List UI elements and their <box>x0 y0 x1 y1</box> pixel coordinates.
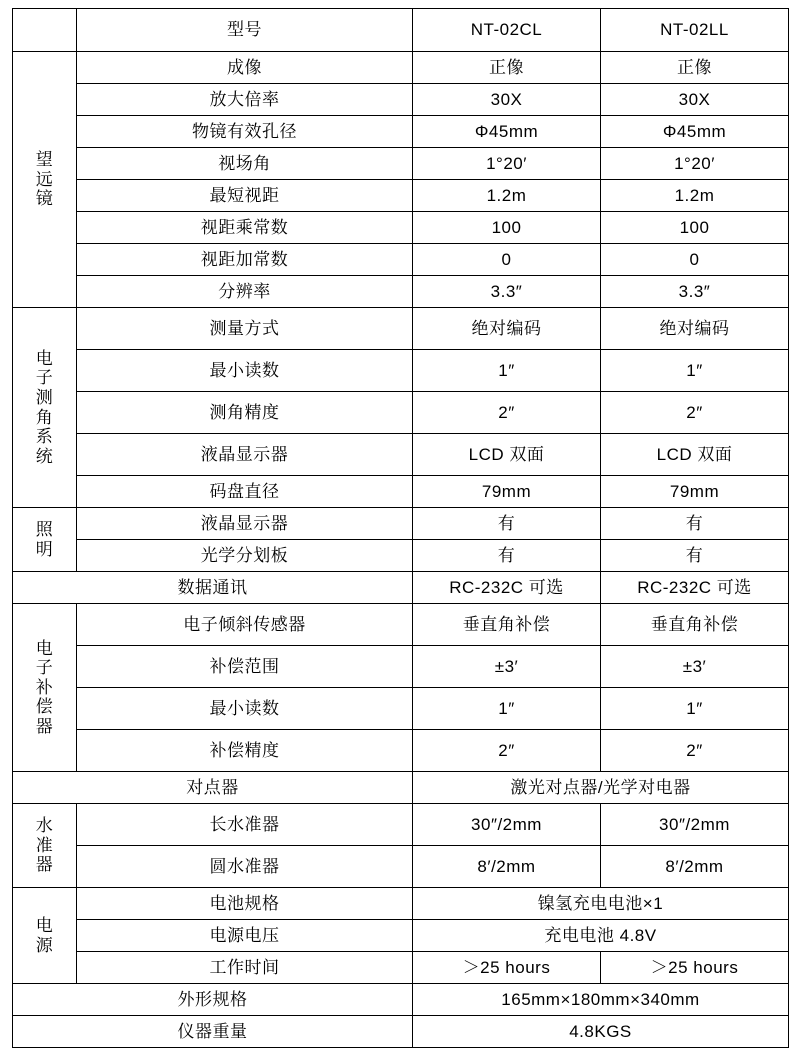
table-row <box>13 984 789 1016</box>
row-item: 最短视距 <box>77 180 413 212</box>
category-char: 准 <box>35 835 54 855</box>
row-item: 码盘直径 <box>77 476 413 508</box>
table-row <box>13 180 789 212</box>
row-item: 物镜有效孔径 <box>77 116 413 148</box>
row-value-b: 1.2m <box>601 180 789 212</box>
row-value-plummet: 激光对点器/光学对电器 <box>413 772 789 804</box>
row-value-a: 100 <box>413 212 601 244</box>
row-value-a: 79mm <box>413 476 601 508</box>
row-value-a: 垂直角补偿 <box>413 604 601 646</box>
table-row <box>13 730 789 772</box>
row-value-b: 100 <box>601 212 789 244</box>
row-item: 电子倾斜传感器 <box>77 604 413 646</box>
row-value-a: 8′/2mm <box>413 846 601 888</box>
header-model-a: NT-02CL <box>413 9 601 52</box>
row-value-dimensions: 165mm×180mm×340mm <box>413 984 789 1016</box>
table-row <box>13 572 789 604</box>
row-value-b: 30X <box>601 84 789 116</box>
table-row <box>13 308 789 350</box>
row-value-b: LCD 双面 <box>601 434 789 476</box>
row-item: 最小读数 <box>77 688 413 730</box>
table-row <box>13 508 789 540</box>
row-item: 补偿范围 <box>77 646 413 688</box>
row-item: 视距加常数 <box>77 244 413 276</box>
table-row <box>13 846 789 888</box>
row-value-b: 绝对编码 <box>601 308 789 350</box>
table-row <box>13 148 789 180</box>
row-value-b: 2″ <box>601 730 789 772</box>
row-item-dimensions: 外形规格 <box>13 984 413 1016</box>
category-char: 测 <box>35 387 54 407</box>
row-item-plummet: 对点器 <box>13 772 413 804</box>
row-item: 液晶显示器 <box>77 508 413 540</box>
row-item: 视场角 <box>77 148 413 180</box>
row-value-b: ＞25 hours <box>601 952 789 984</box>
row-value-a: 1″ <box>413 350 601 392</box>
row-value-a: 3.3″ <box>413 276 601 308</box>
category-char: 电 <box>35 348 54 368</box>
row-item: 分辨率 <box>77 276 413 308</box>
category-electronic-angle-system <box>13 308 77 508</box>
category-char: 镜 <box>35 189 54 209</box>
table-row <box>13 952 789 984</box>
row-value-b: ±3′ <box>601 646 789 688</box>
table-row <box>13 244 789 276</box>
row-value-span: 镍氢充电电池×1 <box>413 888 789 920</box>
row-value-b: 1″ <box>601 688 789 730</box>
category-char: 明 <box>35 539 54 559</box>
row-value-b: RC-232C 可选 <box>601 572 789 604</box>
row-value-a: 有 <box>413 508 601 540</box>
row-item: 液晶显示器 <box>77 434 413 476</box>
category-telescope <box>13 52 77 308</box>
table-row <box>13 888 789 920</box>
header-item-cell: 型号 <box>77 9 413 52</box>
row-value-a: 0 <box>413 244 601 276</box>
row-value-b: 2″ <box>601 392 789 434</box>
row-value-b: 3.3″ <box>601 276 789 308</box>
category-char: 远 <box>35 169 54 189</box>
row-item: 视距乘常数 <box>77 212 413 244</box>
row-value-b: 0 <box>601 244 789 276</box>
row-item: 电池规格 <box>77 888 413 920</box>
table-row <box>13 646 789 688</box>
table-row <box>13 116 789 148</box>
row-value-b: 有 <box>601 508 789 540</box>
table-row <box>13 84 789 116</box>
row-item: 圆水准器 <box>77 846 413 888</box>
header-category-cell <box>13 9 77 52</box>
row-value-a: 有 <box>413 540 601 572</box>
row-item: 放大倍率 <box>77 84 413 116</box>
category-char: 偿 <box>35 697 54 717</box>
category-level-vial <box>13 804 77 888</box>
category-char: 子 <box>35 658 54 678</box>
table-row <box>13 212 789 244</box>
category-electronic-compensator <box>13 604 77 772</box>
table-row <box>13 476 789 508</box>
category-char: 器 <box>35 716 54 736</box>
row-value-b: 30″/2mm <box>601 804 789 846</box>
category-illumination <box>13 508 77 572</box>
table-row <box>13 52 789 84</box>
row-item: 补偿精度 <box>77 730 413 772</box>
table-row <box>13 434 789 476</box>
table-header-row <box>13 9 789 52</box>
table-row <box>13 688 789 730</box>
row-value-b: 8′/2mm <box>601 846 789 888</box>
table-row <box>13 772 789 804</box>
table-row <box>13 276 789 308</box>
row-value-b: Φ45mm <box>601 116 789 148</box>
category-char: 水 <box>35 816 54 836</box>
row-item: 测量方式 <box>77 308 413 350</box>
row-value-b: 有 <box>601 540 789 572</box>
table-row <box>13 1016 789 1048</box>
row-value-a: 2″ <box>413 730 601 772</box>
row-value-a: 1°20′ <box>413 148 601 180</box>
header-model-b: NT-02LL <box>601 9 789 52</box>
row-value-a: 绝对编码 <box>413 308 601 350</box>
row-item: 光学分划板 <box>77 540 413 572</box>
row-value-a: 正像 <box>413 52 601 84</box>
row-item-data-comm: 数据通讯 <box>13 572 413 604</box>
row-value-a: Φ45mm <box>413 116 601 148</box>
row-value-a: 1.2m <box>413 180 601 212</box>
category-char: 望 <box>35 150 54 170</box>
row-value-a: ±3′ <box>413 646 601 688</box>
category-char: 照 <box>35 519 54 539</box>
table-row <box>13 804 789 846</box>
table-row <box>13 392 789 434</box>
row-item: 最小读数 <box>77 350 413 392</box>
row-value-a: 30X <box>413 84 601 116</box>
row-value-a: LCD 双面 <box>413 434 601 476</box>
category-char: 器 <box>35 855 54 875</box>
category-power-supply <box>13 888 77 984</box>
row-value-a: 2″ <box>413 392 601 434</box>
category-char: 补 <box>35 677 54 697</box>
category-char: 角 <box>35 407 54 427</box>
row-value-a: ＞25 hours <box>413 952 601 984</box>
row-value-span: 充电电池 4.8V <box>413 920 789 952</box>
row-value-a: RC-232C 可选 <box>413 572 601 604</box>
row-item: 长水准器 <box>77 804 413 846</box>
table-row <box>13 920 789 952</box>
row-value-b: 1°20′ <box>601 148 789 180</box>
row-item: 工作时间 <box>77 952 413 984</box>
row-value-b: 正像 <box>601 52 789 84</box>
row-value-a: 1″ <box>413 688 601 730</box>
row-value-b: 79mm <box>601 476 789 508</box>
row-item-weight: 仪器重量 <box>13 1016 413 1048</box>
row-item: 成像 <box>77 52 413 84</box>
table-row <box>13 350 789 392</box>
category-char: 子 <box>35 368 54 388</box>
category-char: 统 <box>35 446 54 466</box>
table-row <box>13 540 789 572</box>
category-char: 电 <box>35 638 54 658</box>
specification-table <box>12 8 789 1048</box>
row-value-b: 垂直角补偿 <box>601 604 789 646</box>
row-value-b: 1″ <box>601 350 789 392</box>
row-item: 电源电压 <box>77 920 413 952</box>
category-char: 电 <box>35 915 54 935</box>
row-item: 测角精度 <box>77 392 413 434</box>
row-value-weight: 4.8KGS <box>413 1016 789 1048</box>
row-value-a: 30″/2mm <box>413 804 601 846</box>
table-row <box>13 604 789 646</box>
category-char: 源 <box>35 935 54 955</box>
category-char: 系 <box>35 427 54 447</box>
